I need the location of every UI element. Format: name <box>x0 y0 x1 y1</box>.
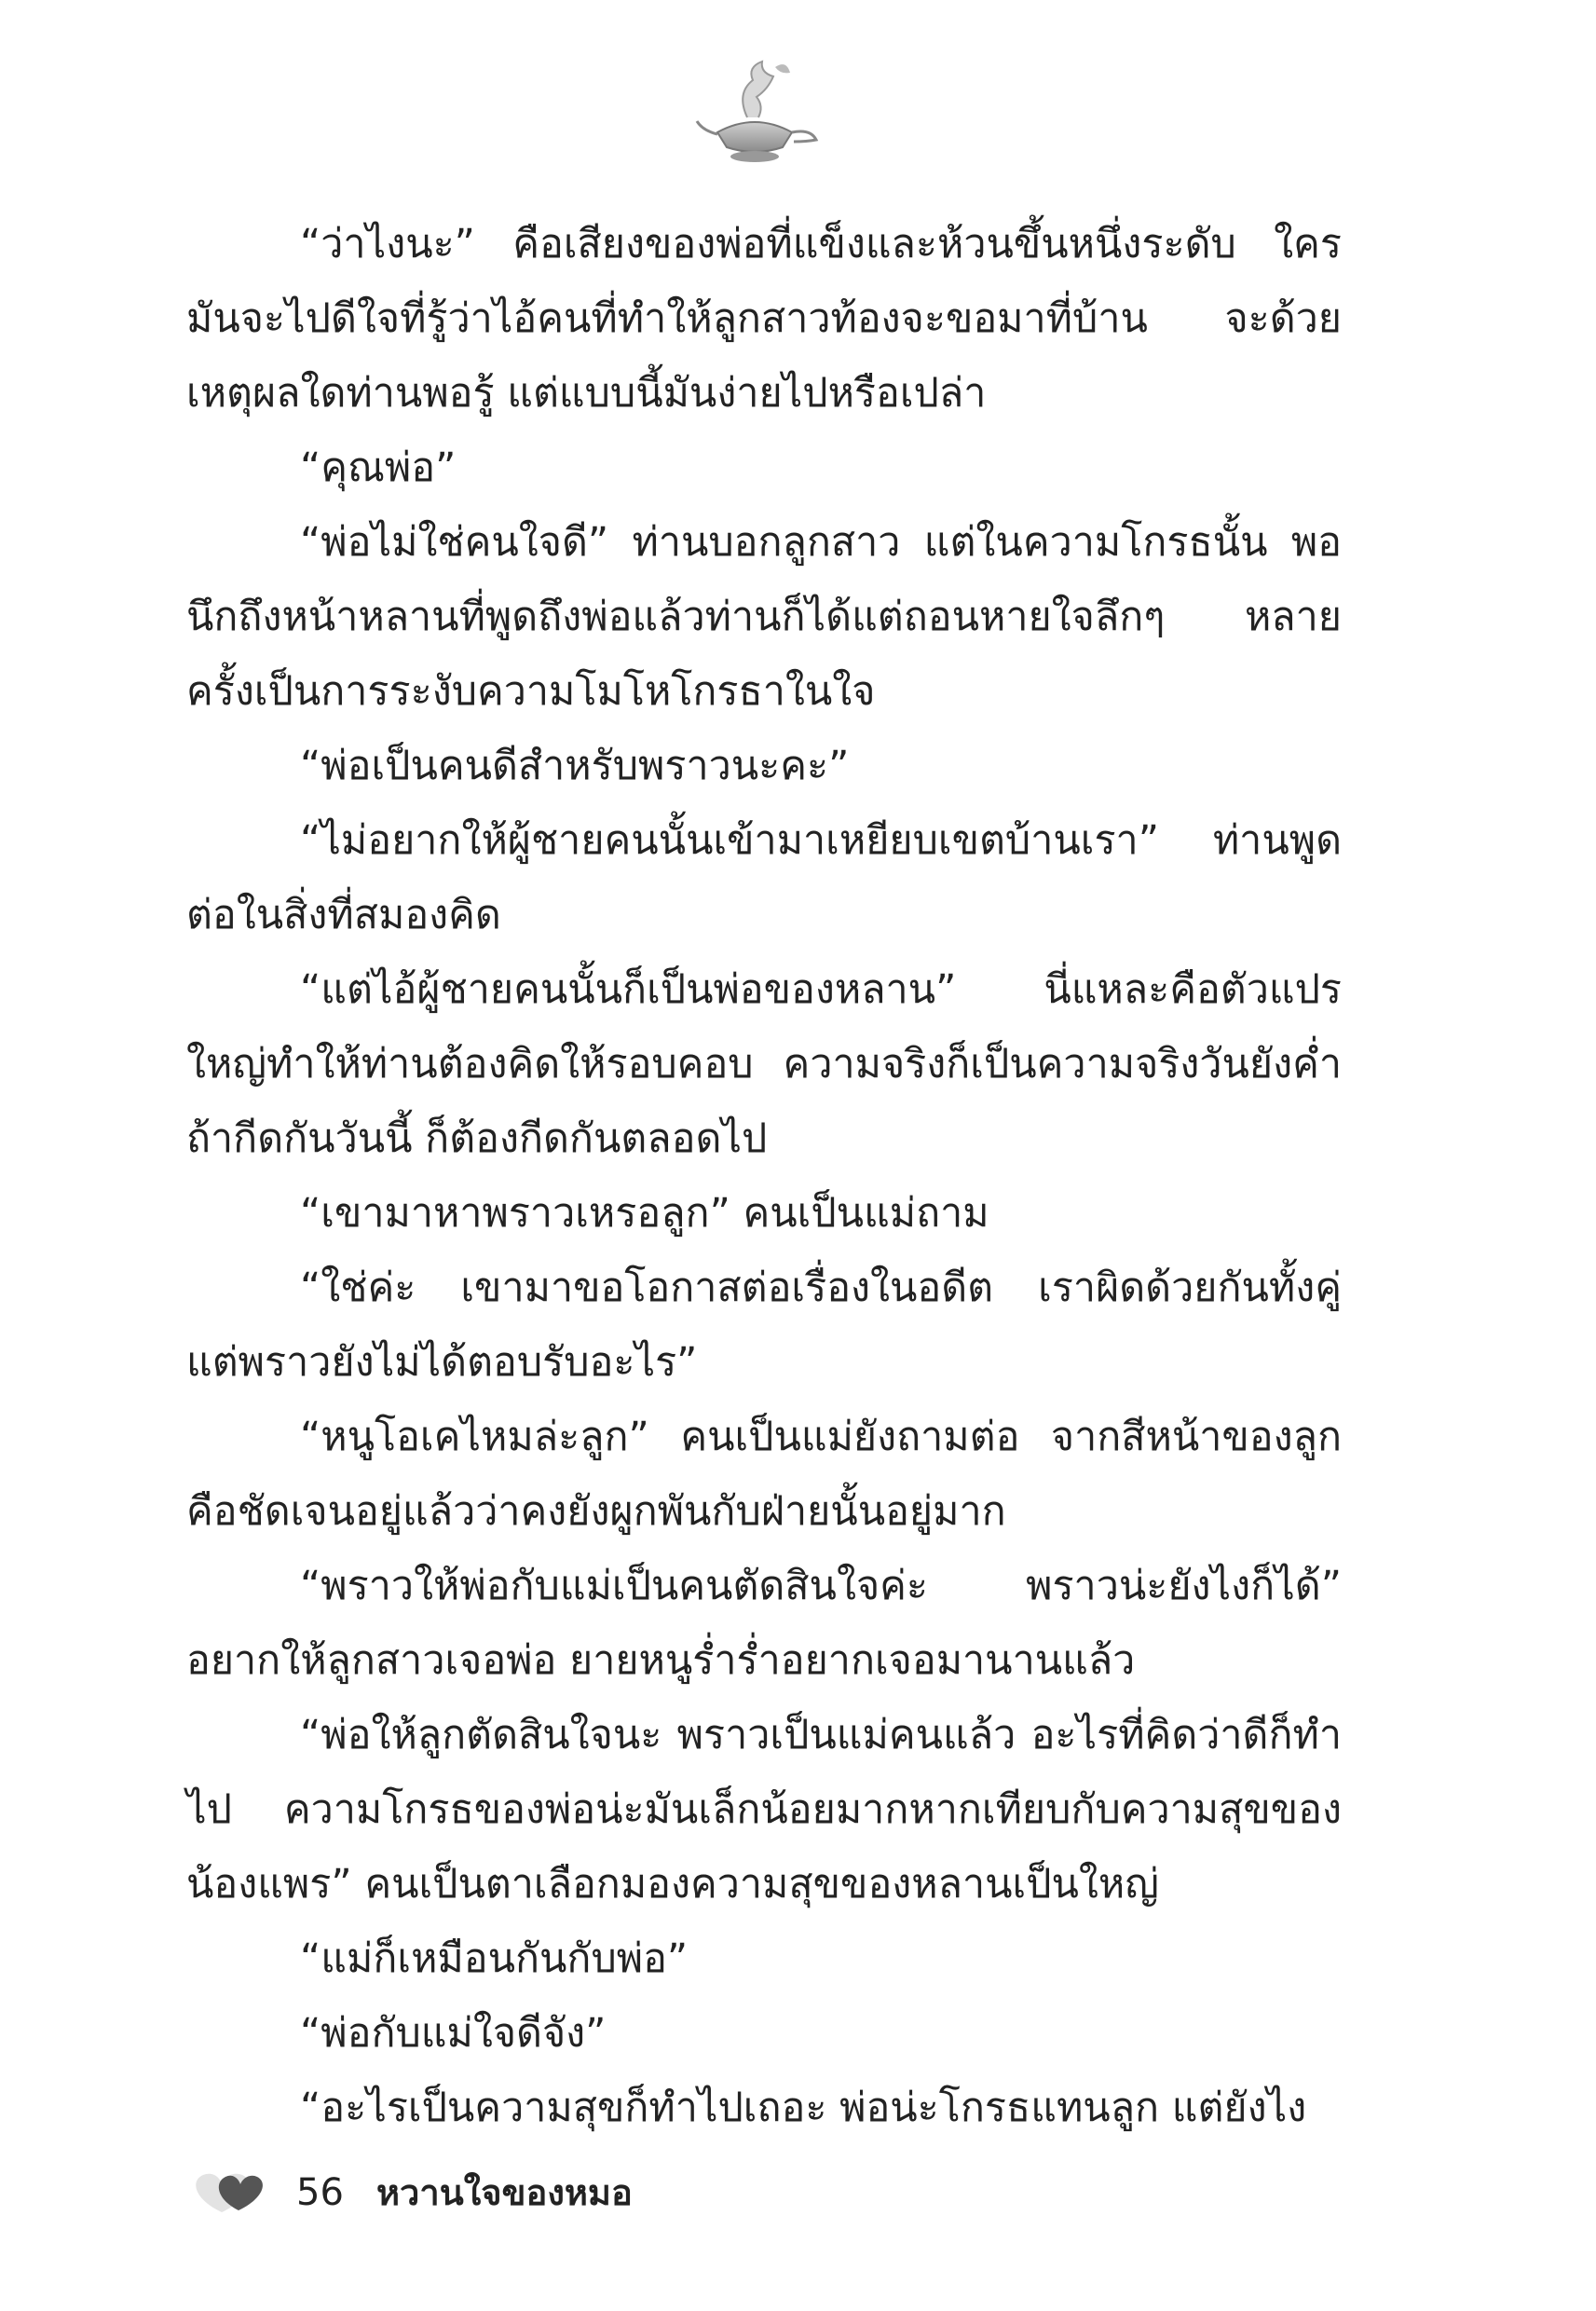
paragraph: “อะไรเป็นความสุขก็ทำไปเถอะ พ่อน่ะโกรธแทนลูก แต่ยังไง <box>300 2085 1307 2131</box>
page-footer <box>184 2160 837 2225</box>
paragraph: “เขามาหาพราวเหรอลูก” คนเป็นแม่ถาม <box>300 1190 989 1237</box>
book-title: หวานใจของหมอ <box>376 2172 633 2213</box>
page-number: 56 <box>296 2171 344 2214</box>
hearts-icon <box>184 2164 268 2220</box>
paragraph: “พ่อกับแม่ใจดีจัง” <box>300 2010 607 2057</box>
paragraph: “หนูโอเคไหมล่ะลูก” คนเป็นแม่ยังถามต่อ จากสีหน้าของลูกคือชัดเจนอยู่แล้วว่าคงยังผูกพันกับฝ่ายนั้นอยู่มาก <box>186 1414 1342 1535</box>
paragraph: “ไม่อยากให้ผู้ชายคนนั้นเข้ามาเหยียบเขตบ้านเรา” ท่านพูดต่อในสิ่งที่สมองคิด <box>186 817 1342 938</box>
paragraph: “พ่อไม่ใช่คนใจดี” ท่านบอกลูกสาว แต่ในความโกรธนั้น พอนึกถึงหน้าหลานที่พูดถึงพ่อแล้วท่านก็ได้แต่ถอนหายใจลึกๆ หลายครั้งเป็นการระงับความโมโหโกรธาในใจ <box>186 519 1342 715</box>
paragraph: “ว่าไงนะ” คือเสียงของพ่อที่แข็งและห้วนขึ้นหนึ่งระดับ ใครมันจะไปดีใจที่รู้ว่าไอ้คนที่ทำให้ลูกสาวท้องจะขอมาที่บ้าน จะด้วยเหตุผลใดท่านพอรู้ แต่แบบนี้มันง่ายไปหรือเปล่า <box>186 221 1342 417</box>
genie-lamp-icon <box>689 56 820 168</box>
paragraph: “พ่อเป็นคนดีสำหรับพราวนะคะ” <box>300 743 850 789</box>
body-text <box>186 207 1342 2145</box>
paragraph: “พ่อให้ลูกตัดสินใจนะ พราวเป็นแม่คนแล้ว อะไรที่คิดว่าดีก็ทำไป ความโกรธของพ่อน่ะมันเล็กน้อยมากหากเทียบกับความสุขของน้องแพร” คนเป็นตาเลือกมองความสุขของหลานเป็นใหญ่ <box>186 1712 1342 1908</box>
paragraph: “ใช่ค่ะ เขามาขอโอกาสต่อเรื่องในอดีต เราผิดด้วยกันทั้งคู่ แต่พราวยังไม่ได้ตอบรับอะไร” <box>186 1265 1342 1386</box>
paragraph: “แม่ก็เหมือนกันกับพ่อ” <box>300 1935 689 1982</box>
paragraph: “คุณพ่อ” <box>300 444 457 491</box>
paragraph: “แต่ไอ้ผู้ชายคนนั้นก็เป็นพ่อของหลาน” นี่แหละคือตัวแปรใหญ่ทำให้ท่านต้องคิดให้รอบคอบ ความจริงก็เป็นความจริงวันยังค่ำ ถ้ากีดกันวันนี้ ก็ต้องกีดกันตลอดไป <box>186 966 1342 1162</box>
paragraph: “พราวให้พ่อกับแม่เป็นคนตัดสินใจค่ะ พราวน่ะยังไงก็ได้” อยากให้ลูกสาวเจอพ่อ ยายหนูร่ำร่ำอยากเจอมานานแล้ว <box>186 1563 1342 1684</box>
